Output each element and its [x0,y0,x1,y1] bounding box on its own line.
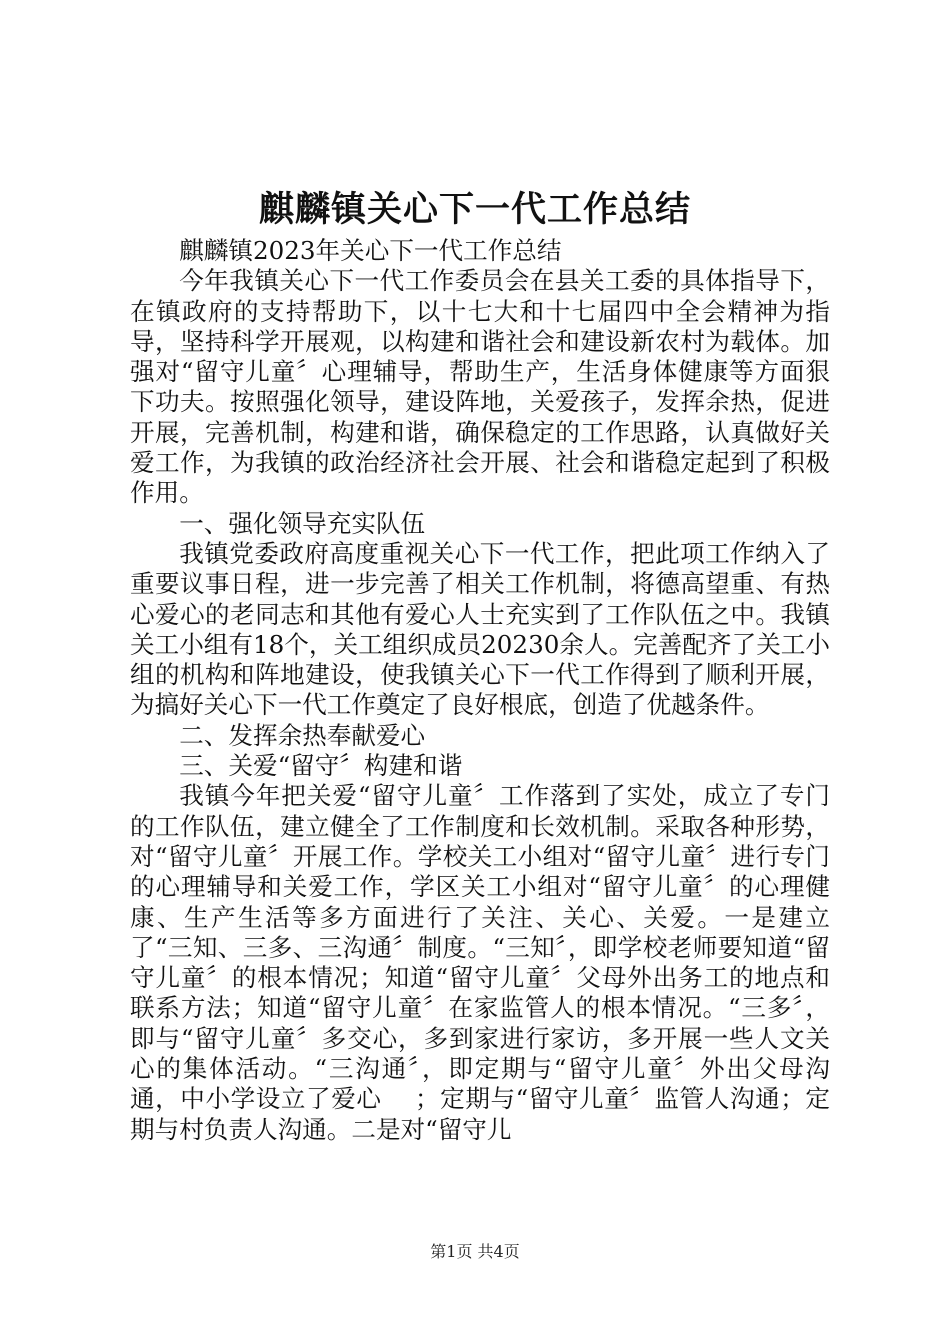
document-body [130,236,830,1145]
section-heading-3: 三、关爱“留守〞构建和谐 [179,751,463,781]
section-3-paragraph: 我镇今年把关爱“留守儿童〞工作落到了实处，成立了专门的工作队伍，建立健全了工作制度和长效机制。采取各种形势，对“留守儿童〞开展工作。学校关工小组对“留守儿童〞进行专门的心理辅导和关爱工作，学区关工小组对“留守儿童〞的心理健康、生产生活等多方面进行了关注、关心、关爱。一是建立了“三知、三多、三沟通〞制度。“三知〞，即学校老师要知道“留守儿童〞的根本情况；知道“留守儿童〞父母外出务工的地点和联系方法；知道“留守儿童〞在家监管人的根本情况。“三多〞，即与“留守儿童〞多交心，多到家进行家访，多开展一些人文关心的集体活动。“三沟通〞，即定期与“留守儿童〞外出父母沟通，中小学设立了爱心 ；定期与“留守儿童〞监管人沟通；定期与村负责人沟通。二是对“留守儿 [130,781,830,1144]
page-number-footer: 第1页 共4页 [430,1242,520,1261]
section-heading-1: 一、强化领导充实队伍 [179,508,426,538]
subtitle-paragraph: 麒麟镇2023年关心下一代工作总结 [179,236,562,265]
document-title: 麒麟镇关心下一代工作总结 [258,189,691,230]
section-heading-2: 二、发挥余热奉献爱心 [179,720,426,750]
intro-paragraph: 今年我镇关心下一代工作委员会在县关工委的具体指导下，在镇政府的支持帮助下，以十七大和十七届四中全会精神为指导，坚持科学开展观，以构建和谐社会和建设新农村为载体。加强对“留守儿童〞心理辅导，帮助生产，生活身体健康等方面狠下功夫。按照强化领导，建设阵地，关爱孩子，发挥余热，促进开展，完善机制，构建和谐，确保稳定的工作思路，认真做好关爱工作，为我镇的政治经济社会开展、社会和谐稳定起到了积极作用。 [130,266,830,508]
section-1-paragraph: 我镇党委政府高度重视关心下一代工作，把此项工作纳入了重要议事日程，进一步完善了相关工作机制，将德高望重、有热心爱心的老同志和其他有爱心人士充实到了工作队伍之中。我镇关工小组有18个，关工组织成员20230余人。完善配齐了关工小组的机构和阵地建设，使我镇关心下一代工作得到了顺利开展，为搞好关心下一代工作奠定了良好根底，创造了优越条件。 [130,538,830,720]
